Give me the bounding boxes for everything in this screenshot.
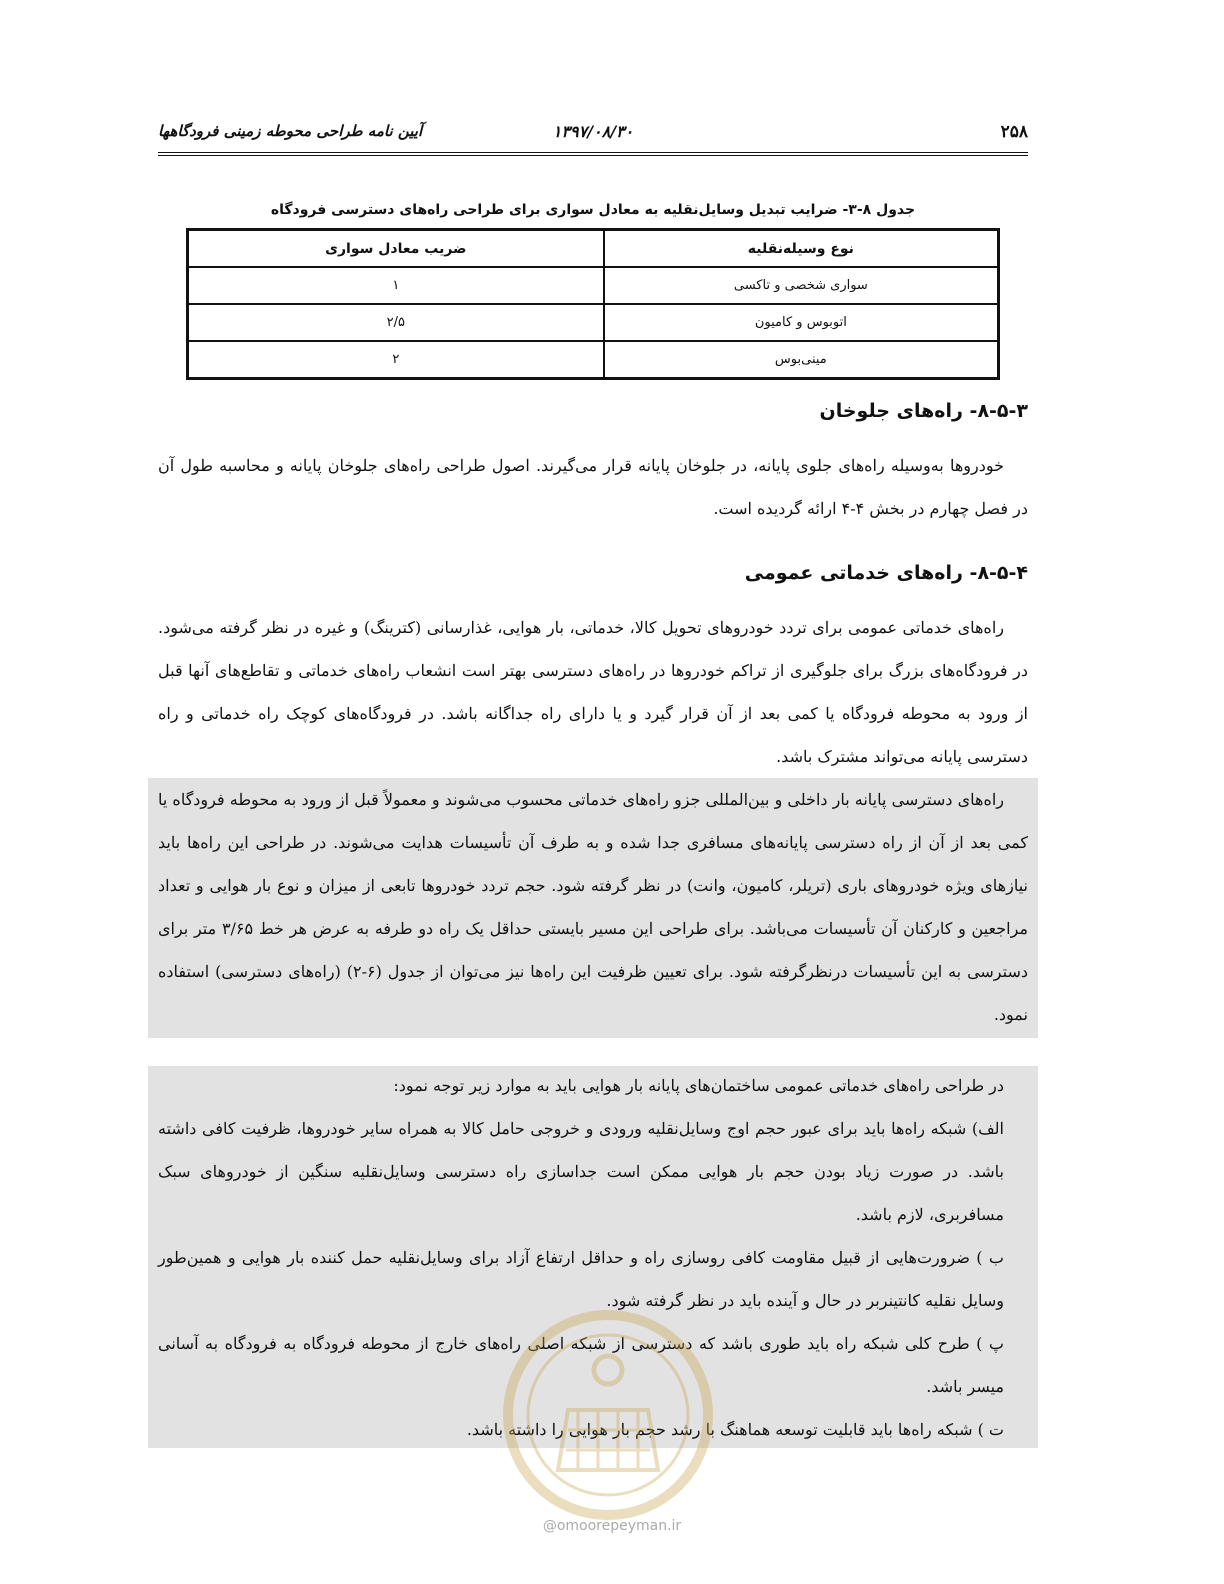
section-heading: ۸-۵-۳- راه‌های جلوخان: [819, 400, 1028, 422]
list-item: [158, 1107, 1004, 1236]
list-item-text: پ ) طرح کلی شبکه راه باید طوری باشد که دسترسی از شبکه اصلی راه‌های خارج از محوطه فرودگاه به فرودگاه به آسانی میسر باشد.: [158, 1334, 1004, 1396]
list-intro-text: در طراحی راه‌های خدماتی عمومی ساختمان‌های پایانه بار هوایی باید به موارد زیر توجه نمود:: [393, 1076, 1004, 1095]
table-cell: ۲/۵: [188, 304, 604, 341]
table-cell: ۱: [188, 267, 604, 304]
list-item-text: ب ) ضرورت‌هایی از قبیل مقاومت کافی روسازی راه و حداقل ارتفاع آزاد برای وسایل‌نقلیه حمل کننده بار هوایی و همین‌طور وسایل نقلیه کانتینربر در حال و آینده باید در نظر گرفته شود.: [158, 1248, 1004, 1310]
watermark-site-text: @omoorepeyman.ir: [542, 1518, 682, 1534]
paragraph-text: راه‌های خدماتی عمومی برای تردد خودروهای تحویل کالا، خدماتی، بار هوایی، غذارسانی (کترینگ) و غیره در نظر گرفته می‌شود. در فرودگاه‌های بزرگ برای جلوگیری از تراکم خودروها در راه‌های دسترسی بهتر است انشعاب راه‌های خدماتی و تقاطع‌های آنها قبل از ورود به محوطه فرودگاه یا کمی بعد از آن قرار گیرد و یا دارای راه جداگانه باشد. در فرودگاه‌های کوچک راه خدماتی و راه دسترسی پایانه می‌تواند مشترک باشد.: [158, 618, 1028, 766]
table-header-row: [188, 230, 999, 268]
table-cell: اتوبوس و کامیون: [604, 304, 999, 341]
list-item-text: الف) شبکه راه‌ها باید برای عبور حجم اوج وسایل‌نقلیه ورودی و خروجی حامل کالا به همراه سایر خودروها، ظرفیت کافی داشته باشد. در صورت زیاد بودن حجم بار هوایی ممکن است جداسازی راه دسترسی وسایل‌نقلیه سنگین از خودروهای سبک مسافربری، لازم باشد.: [158, 1119, 1004, 1224]
page-number: ۲۵۸: [1000, 122, 1028, 142]
conversion-table: [186, 228, 1000, 380]
table-cell: سواری شخصی و تاکسی: [604, 267, 999, 304]
table-row: [188, 304, 999, 341]
header-date: ۱۳۹۷/۰۸/۳۰: [552, 122, 634, 141]
paragraph-text: راه‌های دسترسی پایانه بار داخلی و بین‌المللی جزو راه‌های خدماتی محسوب می‌شوند و معمولاً قبل از ورود به محوطه فرودگاه یا کمی بعد از آن از راه دسترسی پایانه‌های مسافری جدا شده و به طرف آن تأسیسات هدایت می‌شوند. در طراحی این راه‌ها باید نیازهای ویژه خودروهای باری (تریلر، کامیون، وانت) در نظر گرفته شود. حجم تردد خودروها تابعی از میزان و نوع بار هوایی و تعداد مراجعین و کارکنان آن تأسیسات می‌باشد. برای طراحی این مسیر بایستی حداقل یک راه دو طرفه به عرض هر خط ۳/۶۵ متر برای دسترسی به این تأسیسات درنظرگرفته شود. برای تعیین ظرفیت این راه‌ها نیز می‌توان از جدول (۶-۲) (راه‌های دسترسی) استفاده نمود.: [158, 790, 1028, 1024]
watermark-seal-icon: [488, 1300, 728, 1530]
table-cell: ۲: [188, 341, 604, 379]
section-paragraph: [158, 606, 1028, 778]
header-title: آیین نامه طراحی محوطه زمینی فرودگاهها: [158, 122, 423, 140]
table-header-cell: نوع وسیله‌نقلیه: [604, 230, 999, 268]
table-row: [188, 267, 999, 304]
table-header-cell: ضریب معادل سواری: [188, 230, 604, 268]
list-item-text: ت ) شبکه راه‌ها باید قابلیت توسعه هماهنگ با رشد حجم بار هوایی را داشته باشد.: [466, 1420, 1004, 1439]
table-caption: جدول ۸-۳- ضرایب تبدیل وسایل‌نقلیه به معادل سواری برای طراحی راه‌های دسترسی فرودگاه: [270, 202, 916, 218]
section-heading: ۸-۵-۴- راه‌های خدماتی عمومی: [744, 562, 1028, 584]
paragraph-text: خودروها به‌وسیله راه‌های جلوی پایانه، در جلوخان پایانه قرار می‌گیرند. اصول طراحی راه‌های جلوخان پایانه و محاسبه طول آن در فصل چهارم در بخش ۴-۴ ارائه گردیده است.: [158, 456, 1028, 518]
shaded-paragraph: [158, 778, 1028, 1036]
page-header: [158, 116, 1028, 156]
table-row: [188, 341, 999, 379]
list-intro: [158, 1064, 1004, 1107]
table-cell: مینی‌بوس: [604, 341, 999, 379]
section-paragraph: [158, 444, 1028, 530]
